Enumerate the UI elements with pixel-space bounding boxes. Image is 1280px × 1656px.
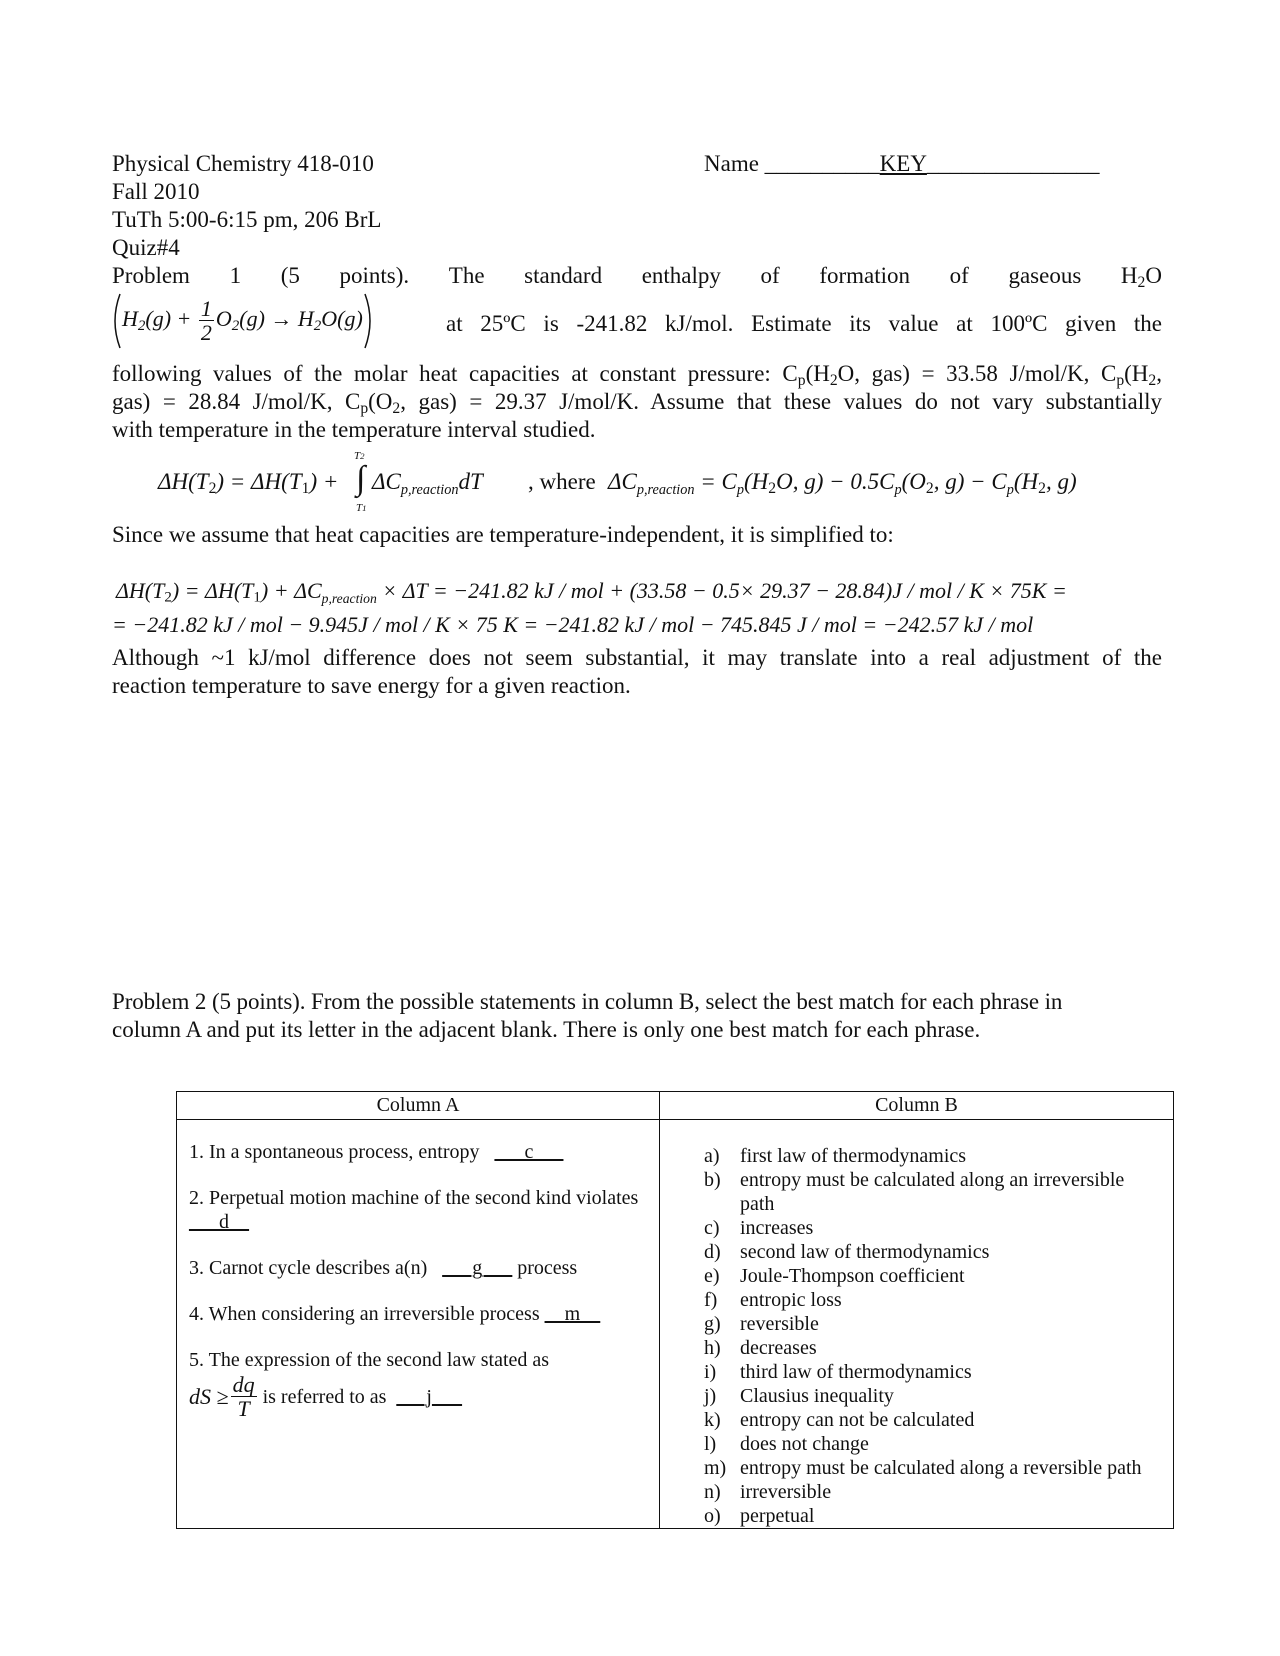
answer-blank: ___d__ [189,1211,249,1234]
option-i: i) third law of thermodynamics [704,1361,972,1384]
problem1-line1 [112,262,1162,292]
option-g: g) reversible [704,1313,819,1336]
option-o: o) perpetual [704,1505,815,1528]
option-h: h) decreases [704,1337,817,1360]
option-l: l) does not change [704,1433,869,1456]
schedule: TuTh 5:00-6:15 pm, 206 BrL [112,207,382,232]
name-value: KEY [879,151,927,176]
column-b [660,1120,1174,1529]
column-b-header: Column B [660,1092,1174,1120]
problem2-intro2: column A and put its letter in the adjacent blank. There is only one best match for each phrase. [112,1017,981,1042]
conclusion-line2: reaction temperature to save energy for a given reaction. [112,673,631,698]
simplified-text: Since we assume that heat capacities are temperature-independent, it is simplified to: [112,522,894,547]
problem1-line3: following values of the molar heat capacities at constant pressure: $C_p(H_2O$, gas) = 33.58 J/mol/K, $C_p(H_2$, [112,361,1162,389]
option-a: a) first law of thermodynamics [704,1145,967,1168]
problem1-line4: gas) = 28.84 J/mol/K, $C_p(O_2$, gas) = 29.37 J/mol/K. Assume that these values do not vary substantially [112,389,1162,417]
conclusion-line1: Although ~1 kJ/mol difference does not seem substantial, it may translate into a real adjustment of the [112,645,1162,670]
quiz-number: Quiz#4 [112,235,180,260]
course-title: Physical Chemistry 418-010 [112,151,374,176]
left-paren [108,292,122,350]
name-blank-pre: __________ [764,151,880,176]
matching-table [176,1091,1174,1529]
right-paren [363,292,377,350]
name-field [704,150,1099,178]
p1-word: enthalpy [641,263,721,288]
p1-word: points). [339,263,410,288]
question-3: 3. Carnot cycle describes a(n) ___g___ process [189,1257,578,1280]
answer-blank: ___j___ [396,1386,462,1409]
half-fraction: $\frac{1}{2}$ [200,296,212,345]
p1-word: (5 [280,263,300,288]
answer-blank: ___g___ [442,1257,513,1280]
option-n: n) irreversible [704,1481,832,1504]
p1-word: standard [524,263,603,288]
answer-blank: __m__ [544,1303,601,1326]
option-e: e) Joule-Thompson coefficient [704,1265,965,1288]
problem1-line5: with temperature in the temperature interval studied. [112,417,596,442]
name-label: Name [704,151,759,176]
dq-over-t-fraction: $\frac{dq}{T}$ [232,1372,255,1422]
option-m: m) entropy must be calculated along a reversible path [704,1457,1142,1480]
p1-word: The [448,263,485,288]
question-2: 2. Perpetual motion machine of the second kind violates ___d__ [189,1187,639,1234]
p1-word: of [949,263,969,288]
column-a-header: Column A [177,1092,660,1120]
question-4: 4. When considering an irreversible process __m__ [189,1303,601,1326]
problem2-intro1: Problem 2 (5 points). From the possible statements in column B, select the best match for each phrase in [112,989,1063,1014]
p1-word: 1 [229,263,242,288]
option-c: c) increases [704,1217,814,1240]
question-5: 5. The expression of the second law stated as dS ≥ $\frac{dq}{T}$ is referred to as ___j___ [189,1349,550,1422]
option-k: k) entropy can not be calculated [704,1409,975,1432]
problem1-line2: at 25ºC is -241.82 kJ/mol. Estimate its value at 100ºC given the [446,311,1162,336]
enthalpy-integral-formula: $\Delta H(T_2) = \Delta H(T_1)$ + ∫ T2 T1 $\Delta C_{p,reaction}dT$ , where $\Delta C_{p,reaction} = C_p(H_2O$, $g) - 0.5C_p(O_2$, $g) - C_p(H_2$, g) [158,450,1077,514]
name-blank-post: _______________ [926,151,1100,176]
p1-word: of [760,263,780,288]
calc-line1: $\Delta H(T_2) = \Delta H(T_1) + \Delta C_{p,reaction} \times \Delta T = -241.82$ kJ / mol + (33.58 − 0.5× 29.37 − 28.84)J / mol / K × 75K = [116,578,1067,606]
column-a [177,1120,660,1529]
term: Fall 2010 [112,179,200,204]
reaction-equation: $H_2(g)$ + $\frac{1}{2}$ $O_2(g) \to H_2O(g)$ [108,292,377,350]
h2o-formula: $H_2O$ [1120,263,1162,291]
integral-sign: ∫ [356,460,366,497]
calc-line2: = −241.82 kJ / mol − 9.945J / mol / K × 75 K = −241.82 kJ / mol − 745.845 J / mol = −242.57 kJ / mol [112,612,1034,637]
p1-word: gaseous [1008,263,1082,288]
question-1: 1. In a spontaneous process, entropy ___c___ [189,1141,564,1164]
option-b: b) entropy must be calculated along an irreversible path [704,1169,1125,1216]
p1-word: formation [819,263,911,288]
option-f: f) entropic loss [704,1289,842,1312]
option-d: d) second law of thermodynamics [704,1241,990,1264]
p1-word: Problem [112,263,190,288]
option-j: j) Clausius inequality [704,1385,894,1408]
where-text: , where [528,469,596,494]
answer-blank: ___c___ [494,1141,564,1164]
